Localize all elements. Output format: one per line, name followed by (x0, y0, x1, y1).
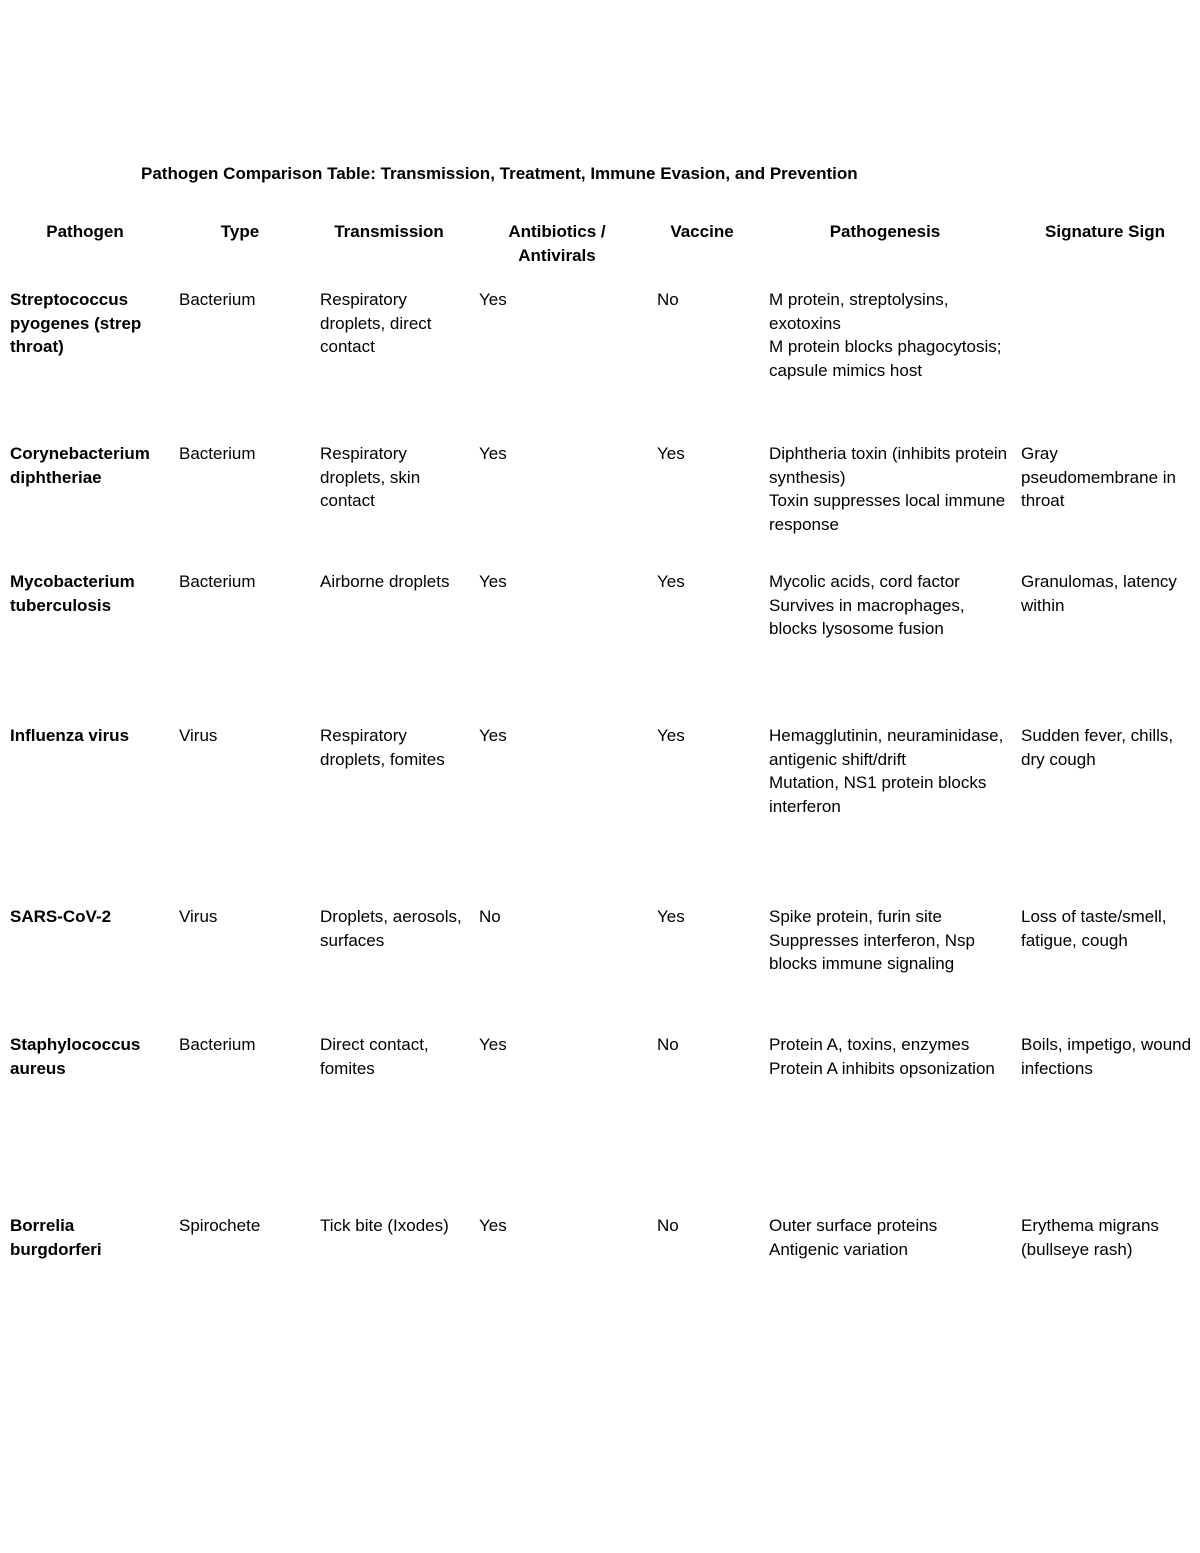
pathogen-name: Staphylococcus aureus (10, 1035, 141, 1078)
transmission-cell: Respiratory droplets, skin contact (320, 444, 421, 510)
pathogen-name: Mycobacterium tuberculosis (10, 572, 135, 615)
pathogenesis-cell: Spike protein, furin site Suppresses interferon, Nsp blocks immune signaling (769, 907, 975, 973)
pathogenesis-cell: M protein, streptolysins, exotoxins M protein blocks phagocytosis; capsule mimics host (769, 290, 1002, 380)
pathogenesis-cell: Mycolic acids, cord factor Survives in macrophages, blocks lysosome fusion (769, 572, 965, 638)
document-title: Pathogen Comparison Table: Transmission, Treatment, Immune Evasion, and Prevention (141, 164, 858, 183)
pathogenesis-cell: Hemagglutinin, neuraminidase, antigenic shift/drift Mutation, NS1 protein blocks interferon (769, 726, 1004, 816)
signature-sign-cell: Gray pseudomembrane in throat (1021, 444, 1176, 510)
transmission-cell: Direct contact, fomites (320, 1035, 429, 1078)
type-cell: Virus (179, 907, 218, 926)
antibiotics-cell: Yes (479, 1035, 507, 1054)
header-pathogen: Pathogen (46, 222, 124, 241)
header-transmission: Transmission (334, 222, 444, 241)
vaccine-cell: No (657, 290, 679, 309)
transmission-cell: Tick bite (Ixodes) (320, 1216, 449, 1235)
vaccine-cell: No (657, 1035, 679, 1054)
pathogen-name: Influenza virus (10, 726, 130, 745)
transmission-cell: Airborne droplets (320, 572, 450, 591)
pathogen-name: Borrelia burgdorferi (10, 1216, 102, 1259)
signature-sign-cell: Granulomas, latency within (1021, 572, 1177, 615)
pathogenesis-cell: Diphtheria toxin (inhibits protein synthesis) Toxin suppresses local immune response (769, 444, 1008, 534)
signature-sign-cell: Loss of taste/smell, fatigue, cough (1021, 907, 1167, 950)
signature-sign-cell: Boils, impetigo, wound infections (1021, 1035, 1192, 1078)
type-cell: Spirochete (179, 1216, 261, 1235)
vaccine-cell: Yes (657, 444, 685, 463)
header-antibiotics-antivirals: Antibiotics / Antivirals (508, 222, 606, 265)
signature-sign-cell: Sudden fever, chills, dry cough (1021, 726, 1174, 769)
antibiotics-cell: Yes (479, 572, 507, 591)
pathogen-name: Corynebacterium diphtheriae (10, 444, 150, 487)
pathogen-name: SARS-CoV-2 (10, 907, 112, 926)
transmission-cell: Respiratory droplets, fomites (320, 726, 445, 769)
vaccine-cell: Yes (657, 726, 685, 745)
antibiotics-cell: Yes (479, 1216, 507, 1235)
antibiotics-cell: Yes (479, 726, 507, 745)
vaccine-cell: No (657, 1216, 679, 1235)
vaccine-cell: Yes (657, 907, 685, 926)
type-cell: Bacterium (179, 444, 256, 463)
transmission-cell: Respiratory droplets, direct contact (320, 290, 432, 356)
type-cell: Bacterium (179, 1035, 256, 1054)
pathogenesis-cell: Outer surface proteins Antigenic variation (769, 1216, 938, 1259)
type-cell: Virus (179, 726, 218, 745)
header-vaccine: Vaccine (670, 222, 734, 241)
antibiotics-cell: No (479, 907, 501, 926)
type-cell: Bacterium (179, 290, 256, 309)
header-signature-sign: Signature Sign (1045, 222, 1165, 241)
pathogen-name: Streptococcus pyogenes (strep throat) (10, 290, 142, 356)
header-pathogenesis: Pathogenesis (829, 222, 941, 241)
antibiotics-cell: Yes (479, 444, 507, 463)
signature-sign-cell: Erythema migrans (bullseye rash) (1021, 1216, 1159, 1259)
antibiotics-cell: Yes (479, 290, 507, 309)
type-cell: Bacterium (179, 572, 256, 591)
pathogenesis-cell: Protein A, toxins, enzymes Protein A inhibits opsonization (769, 1035, 995, 1078)
transmission-cell: Droplets, aerosols, surfaces (320, 907, 462, 950)
vaccine-cell: Yes (657, 572, 685, 591)
header-type: Type (220, 222, 260, 241)
